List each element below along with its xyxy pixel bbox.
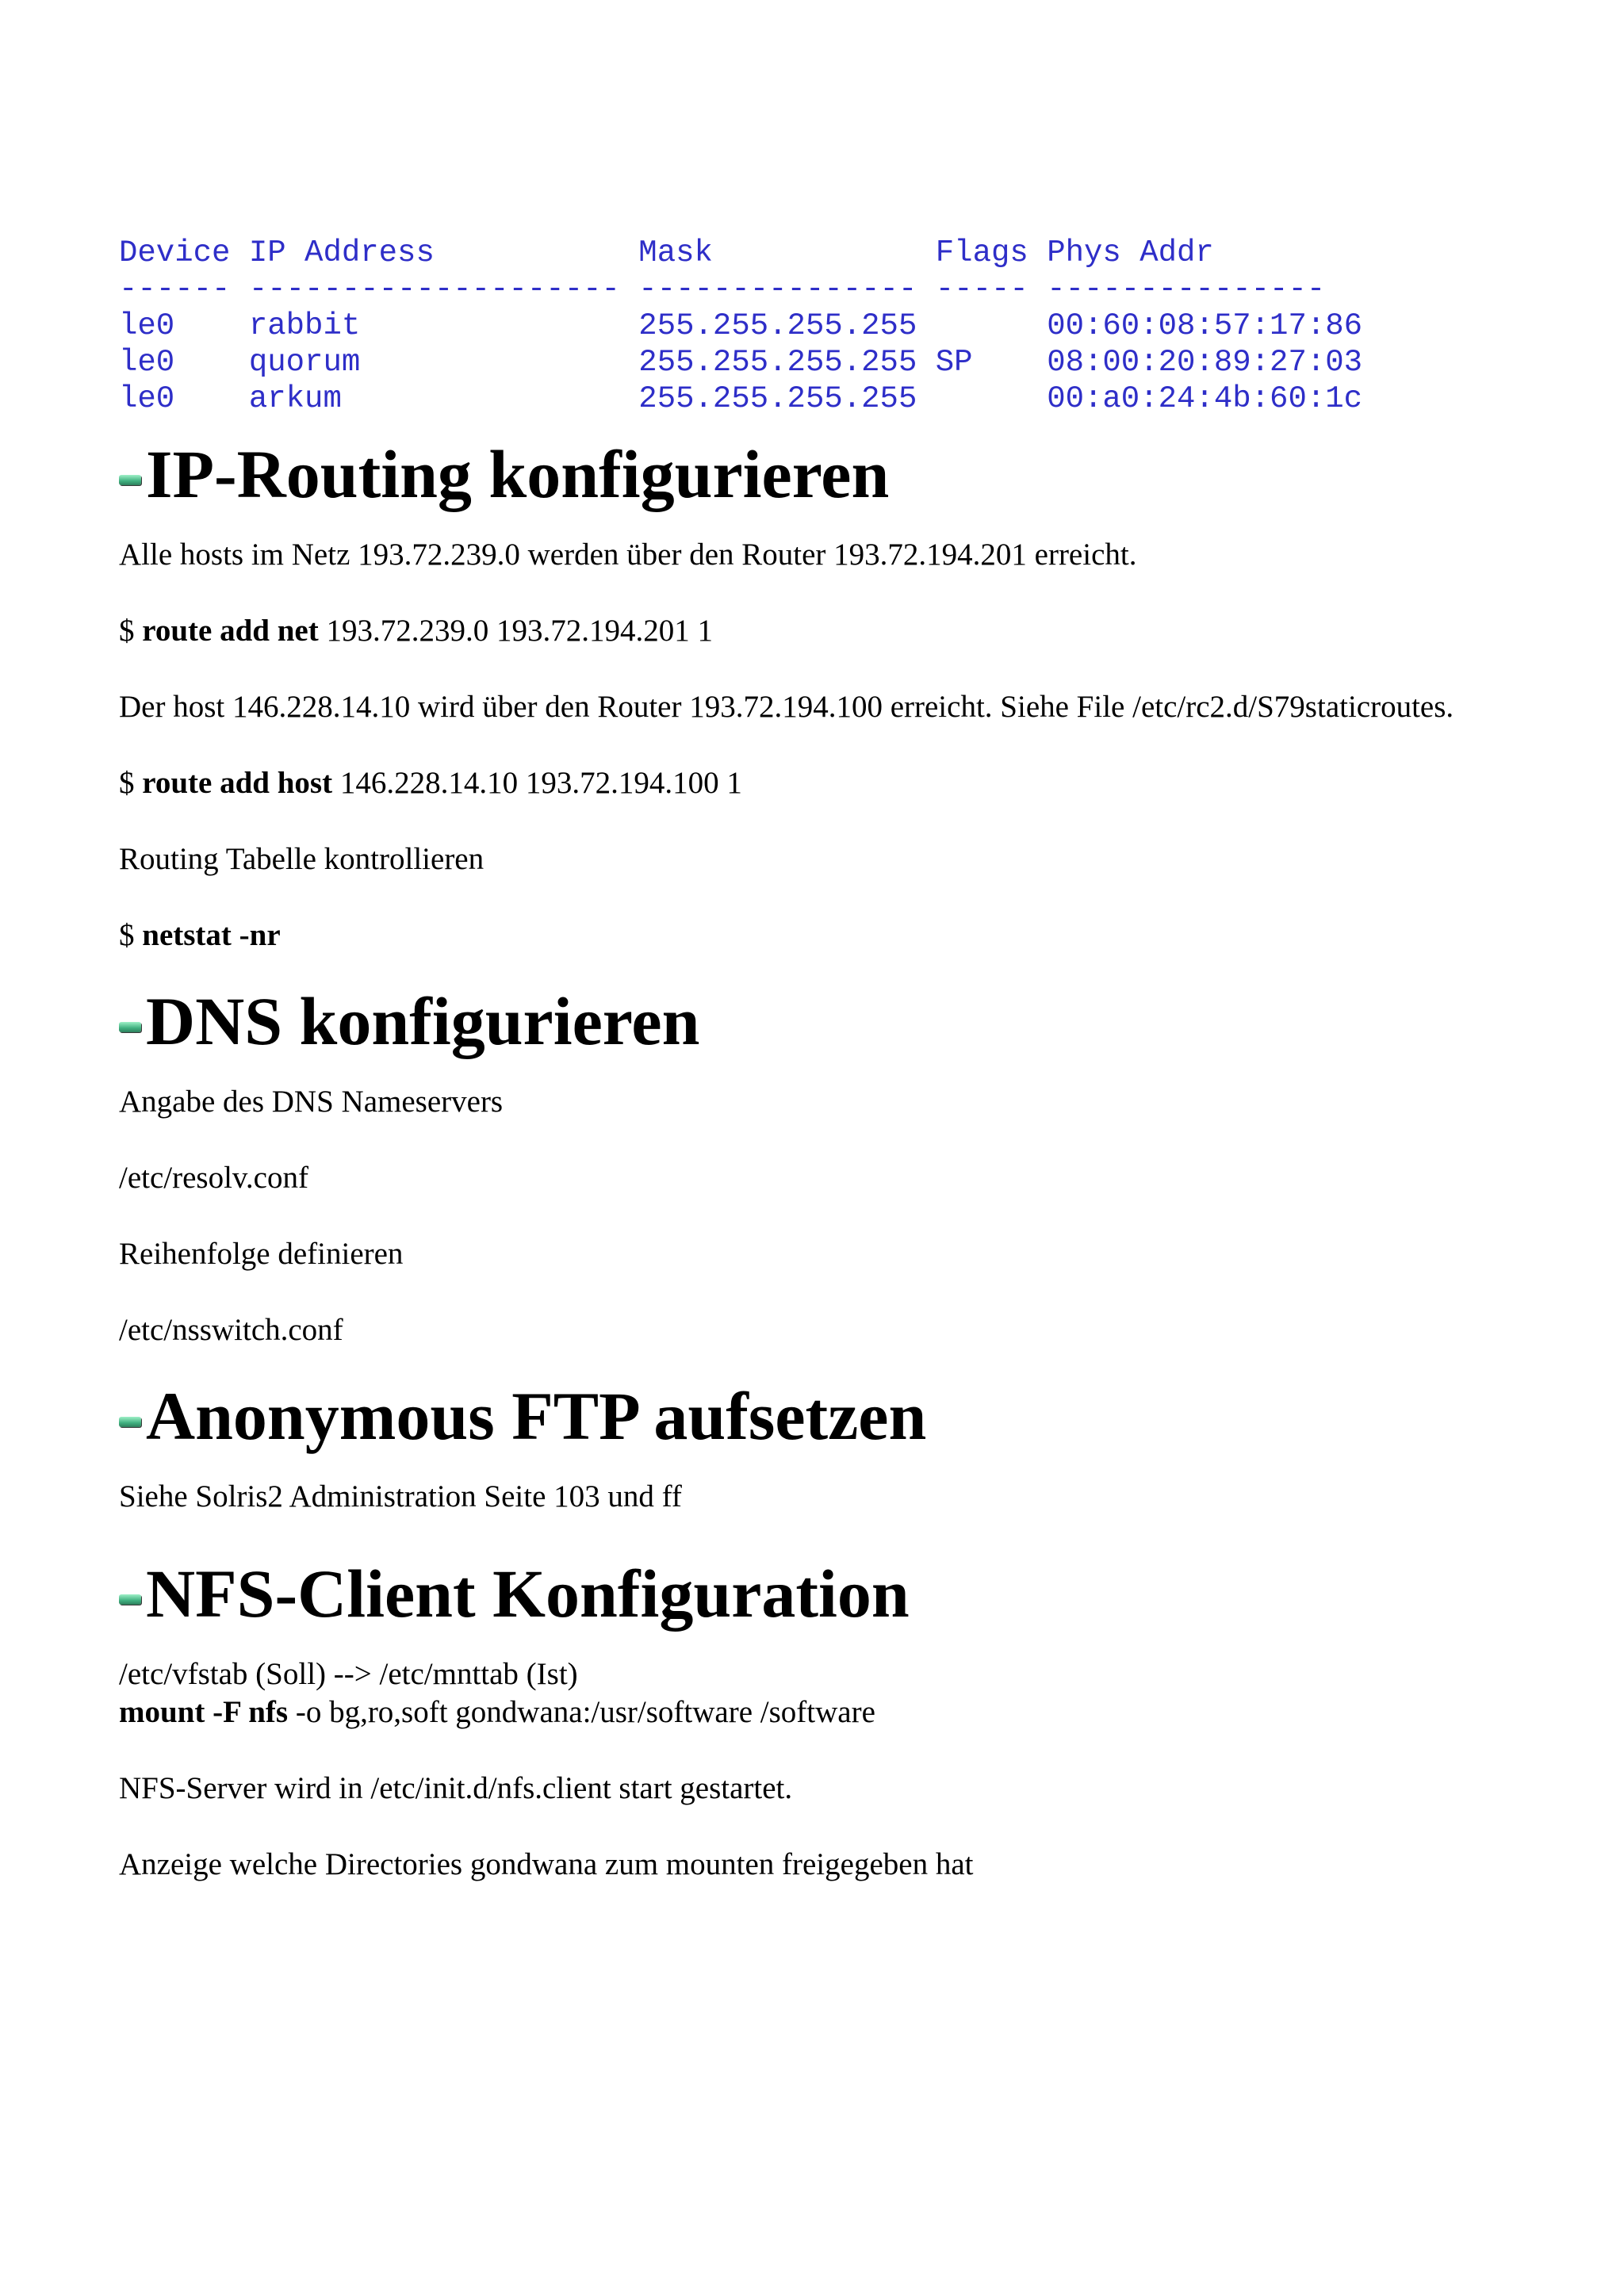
- green-dash-bullet-icon: [119, 1022, 141, 1032]
- nfs-paragraph-3: Anzeige welche Directories gondwana zum mounten freigegeben hat: [119, 1847, 974, 1881]
- heading-text: NFS-Client Konfiguration: [146, 1556, 910, 1632]
- arp-table-row: le0 quorum 255.255.255.255 SP 08:00:20:89:27:03: [119, 345, 1363, 380]
- heading-text: Anonymous FTP aufsetzen: [146, 1378, 927, 1454]
- heading-text: IP-Routing konfigurieren: [146, 436, 890, 512]
- green-dash-bullet-icon: [119, 1594, 141, 1605]
- arp-table-separator: ------ -------------------- --------------- ----- ---------------: [119, 272, 1326, 307]
- routing-command-2: $ route add host 146.228.14.10 193.72.194.100 1: [119, 766, 742, 800]
- document-page: [119, 235, 1594, 1884]
- arp-table: [119, 235, 1594, 417]
- routing-command-3: $ netstat -nr: [119, 918, 281, 952]
- routing-paragraph-2: Der host 146.228.14.10 wird über den Router 193.72.194.100 erreicht. Siehe File /etc/rc2.d/S79staticroutes.: [119, 690, 1454, 724]
- routing-command-1: $ route add net 193.72.239.0 193.72.194.201 1: [119, 614, 713, 648]
- arp-table-row: le0 rabbit 255.255.255.255 00:60:08:57:17:86: [119, 308, 1363, 343]
- routing-paragraph-3: Routing Tabelle kontrollieren: [119, 842, 485, 876]
- nfs-mount-command: mount -F nfs -o bg,ro,soft gondwana:/usr/software /software: [119, 1695, 875, 1729]
- dns-paragraph-3: Reihenfolge definieren: [119, 1237, 404, 1271]
- heading-ip-routing: [119, 434, 1594, 514]
- green-dash-bullet-icon: [119, 1417, 141, 1427]
- heading-anonymous-ftp: [119, 1376, 1594, 1456]
- green-dash-bullet-icon: [119, 475, 141, 485]
- heading-nfs-client: [119, 1554, 1594, 1633]
- routing-paragraph-1: Alle hosts im Netz 193.72.239.0 werden über den Router 193.72.194.201 erreicht.: [119, 538, 1137, 572]
- heading-text: DNS konfigurieren: [146, 983, 700, 1059]
- dns-paragraph-2: /etc/resolv.conf: [119, 1161, 308, 1195]
- nfs-paragraph-2: NFS-Server wird in /etc/init.d/nfs.client start gestartet.: [119, 1771, 793, 1805]
- ftp-paragraph-1: Siehe Solris2 Administration Seite 103 und ff: [119, 1479, 682, 1513]
- arp-table-header: Device IP Address Mask Flags Phys Addr: [119, 235, 1214, 270]
- dns-paragraph-1: Angabe des DNS Nameservers: [119, 1085, 504, 1119]
- dns-paragraph-4: /etc/nsswitch.conf: [119, 1313, 343, 1347]
- nfs-line-1: /etc/vfstab (Soll) --> /etc/mnttab (Ist): [119, 1657, 578, 1691]
- heading-dns: [119, 982, 1594, 1061]
- arp-table-row: le0 arkum 255.255.255.255 00:a0:24:4b:60:1c: [119, 381, 1363, 416]
